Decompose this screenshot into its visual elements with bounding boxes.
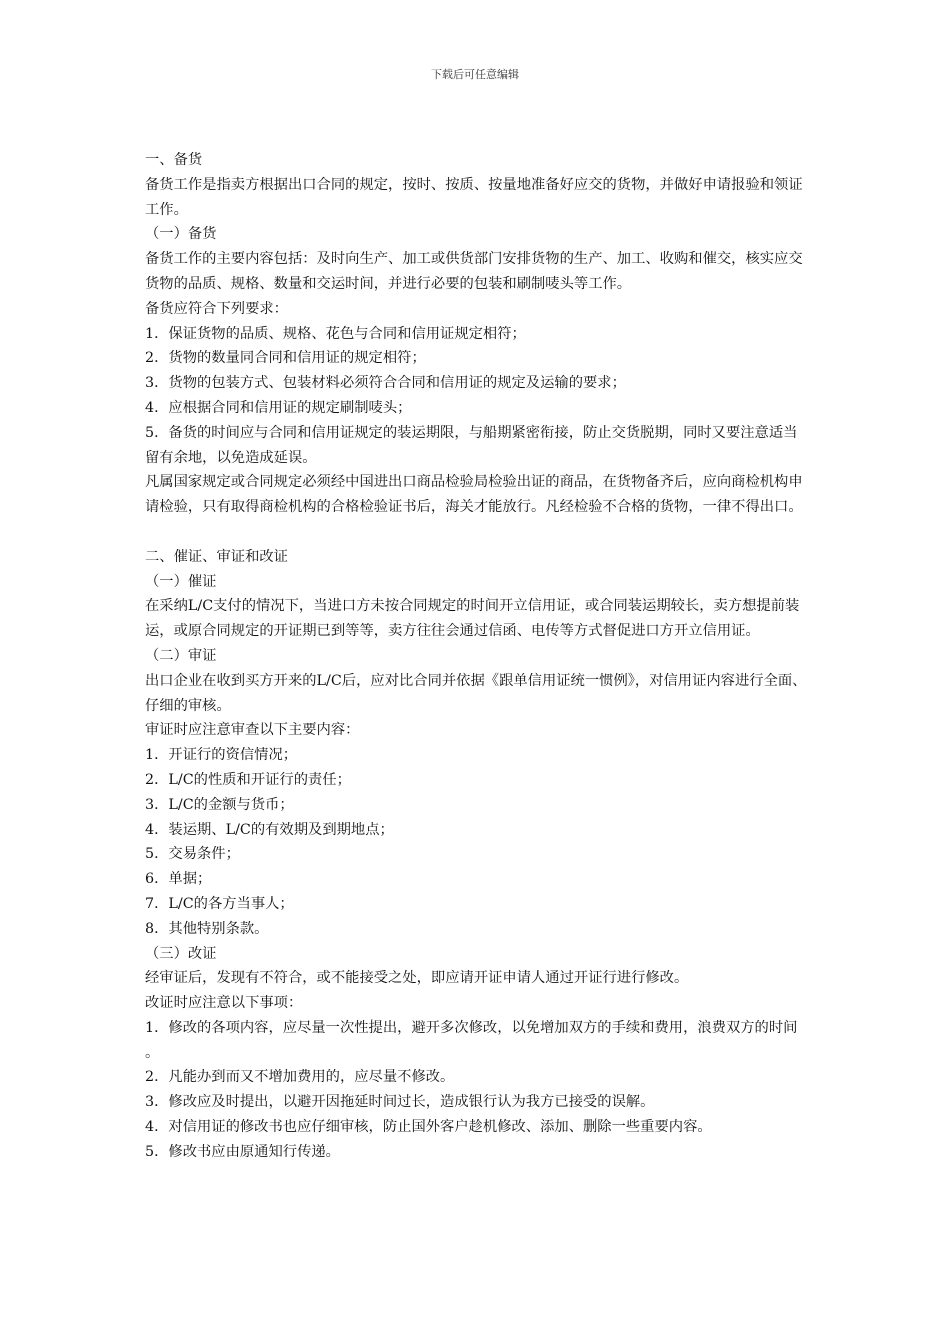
section-2-sub-2-title: （二）审证 (145, 647, 217, 664)
review-item: 5．交易条件； (145, 846, 240, 863)
section-2-title: 二、催证、审证和改证 (145, 548, 288, 565)
section-1-title: 一、备货 (145, 152, 203, 168)
review-intro: 审证时应注意审查以下主要内容： (145, 722, 360, 739)
requirements-intro: 备货应符合下列要求： (145, 300, 288, 317)
requirement-item: 5．备货的时间应与合同和信用证规定的装运期限，与船期紧密衔接，防止交货脱期，同时又要注意适当留有余地，以免造成延误。 (145, 424, 798, 466)
amend-intro: 改证时应注意以下事项： (145, 995, 303, 1012)
page-header-note: 下载后可任意编辑 (431, 68, 519, 81)
amend-item: 2．凡能办到而又不增加费用的，应尽量不修改。 (145, 1069, 455, 1086)
section-2-sub-3-title: （三）改证 (145, 945, 217, 962)
document-body (145, 148, 810, 1165)
requirement-item: 2．货物的数量同合同和信用证的规定相符； (145, 350, 426, 367)
review-item: 7．L/C的各方当事人； (145, 895, 294, 912)
section-1-intro: 备货工作是指卖方根据出口合同的规定，按时、按质、按量地准备好应交的货物，并做好申请报验和领证工作。 (145, 176, 803, 218)
inspection-paragraph: 凡属国家规定或合同规定必须经中国进出口商品检验局检验出证的商品，在货物备齐后，应向商检机构申请检验，只有取得商检机构的合格检验证书后，海关才能放行。凡经检验不合格的货物，一律不得出口。 (145, 474, 803, 516)
review-item: 8．其他特别条款。 (145, 920, 269, 937)
requirement-item: 3．货物的包装方式、包装材料必须符合合同和信用证的规定及运输的要求； (145, 375, 626, 392)
amend-item: 3．修改应及时提出，以避开因拖延时间过长，造成银行认为我方已接受的误解。 (145, 1094, 655, 1111)
review-item: 3．L/C的金额与货币； (145, 796, 294, 813)
section-2-sub-1-title: （一）催证 (145, 573, 217, 590)
section-2-sub-2-paragraph: 出口企业在收到买方开来的L/C后，应对比合同并依据《跟单信用证统一惯例》，对信用证内容进行全面、仔细的审核。 (145, 672, 807, 714)
section-1-sub-1-title: （一）备货 (145, 226, 217, 243)
requirement-item: 4．应根据合同和信用证的规定刷制唛头； (145, 399, 412, 416)
amend-item: 4．对信用证的修改书也应仔细审核，防止国外客户趁机修改、添加、删除一些重要内容。 (145, 1119, 712, 1136)
review-item: 1．开证行的资信情况； (145, 747, 298, 764)
section-spacer (145, 520, 810, 545)
review-item: 2．L/C的性质和开证行的责任； (145, 771, 351, 788)
review-item: 4．装运期、L/C的有效期及到期地点； (145, 821, 394, 838)
amend-item: 5．修改书应由原通知行传递。 (145, 1143, 340, 1160)
amend-item: 1．修改的各项内容，应尽量一次性提出，避开多次修改，以免增加双方的手续和费用，浪费双方的时间。 (145, 1019, 798, 1061)
review-item: 6．单据； (145, 871, 212, 888)
requirement-item: 1．保证货物的品质、规格、花色与合同和信用证规定相符； (145, 325, 526, 342)
section-2-sub-1-paragraph: 在采纳L/C支付的情况下，当进口方未按合同规定的时间开立信用证，或合同装运期较长，卖方想提前装运，或原合同规定的开证期已到等等，卖方往往会通过信函、电传等方式督促进口方开立信用证。 (145, 598, 800, 640)
section-2-sub-3-paragraph: 经审证后，发现有不符合，或不能接受之处，即应请开证申请人通过开证行进行修改。 (145, 970, 689, 987)
section-1-sub-1-paragraph: 备货工作的主要内容包括：及时向生产、加工或供货部门安排货物的生产、加工、收购和催交，核实应交货物的品质、规格、数量和交运时间，并进行必要的包装和刷制唛头等工作。 (145, 251, 803, 292)
